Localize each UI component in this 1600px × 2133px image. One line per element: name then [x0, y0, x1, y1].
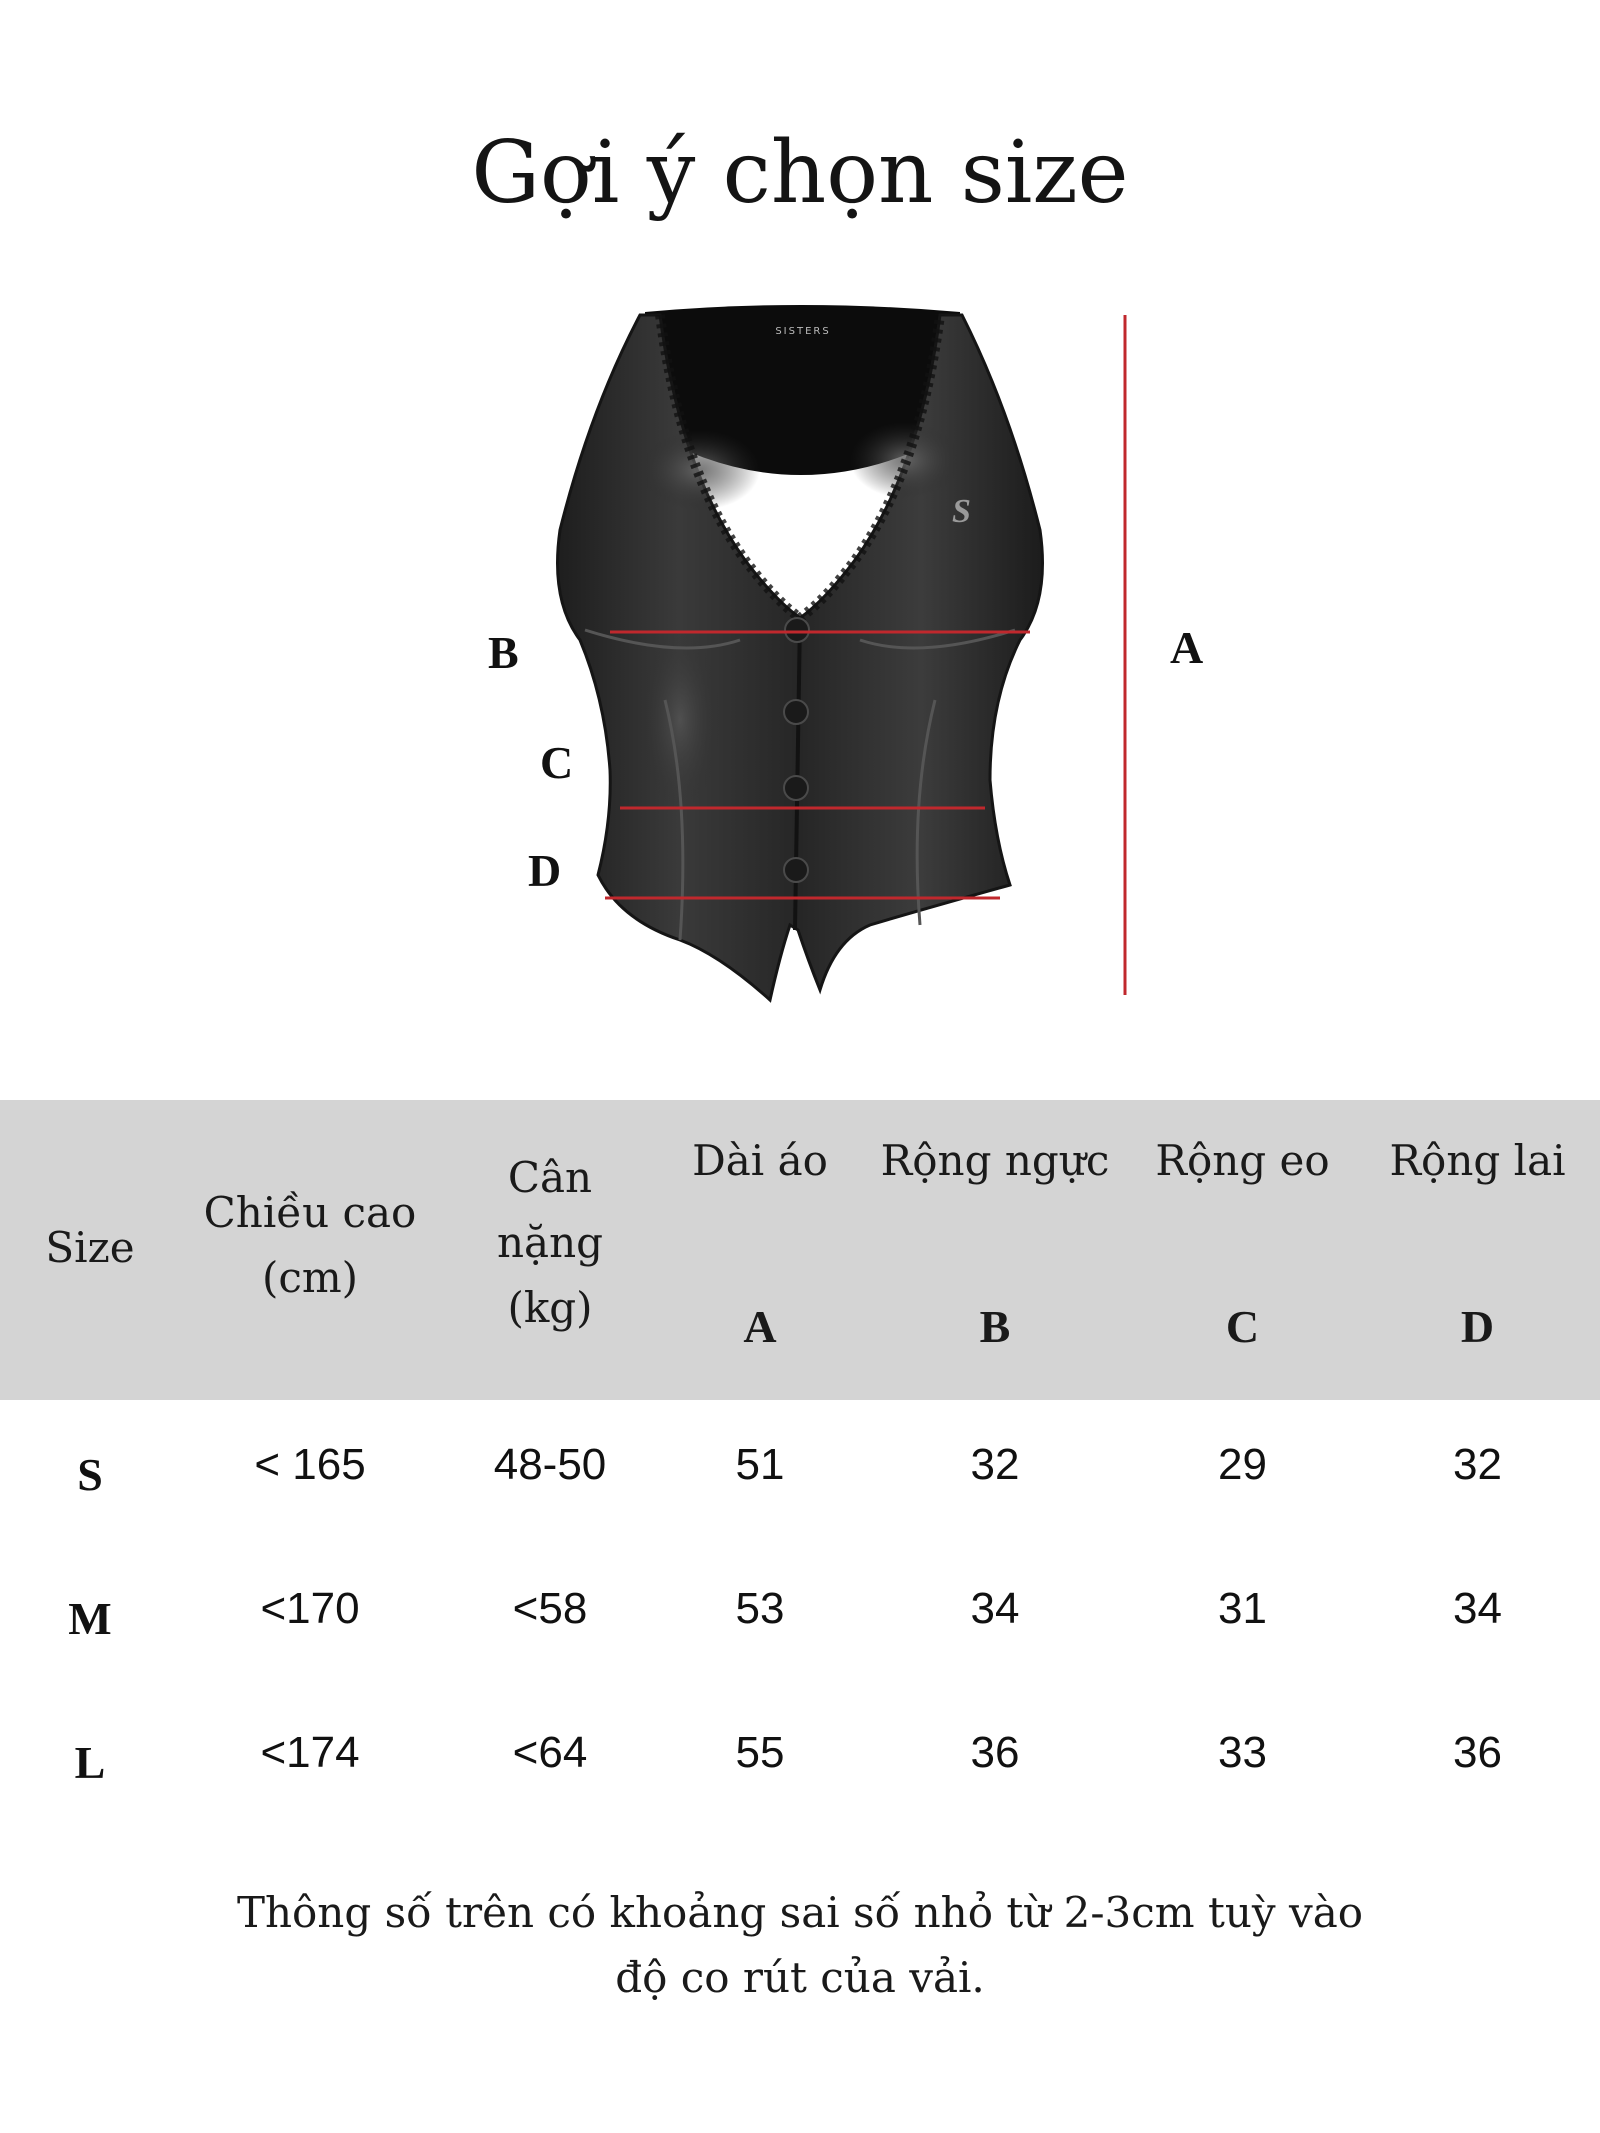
tolerance-note [200, 1880, 1400, 2010]
cell-waist: 33 [1218, 1728, 1267, 1777]
cell-chest: 32 [970, 1440, 1020, 1489]
header-length: Dài áo [692, 1136, 828, 1185]
cell-length: 51 [735, 1440, 785, 1489]
table-row [0, 1440, 1600, 1520]
cell-height: < 165 [254, 1440, 366, 1489]
cell-size: M [68, 1593, 112, 1644]
size-table-header [0, 1100, 1600, 1400]
cell-height: <174 [260, 1728, 360, 1777]
header-height-label: Chiều cao [203, 1188, 417, 1237]
cell-chest: 36 [970, 1728, 1020, 1777]
header-weight [460, 1145, 640, 1340]
garment-measurement-figure [0, 300, 1600, 1020]
cell-hem: 36 [1453, 1728, 1502, 1777]
header-waist-code: C [1225, 1301, 1260, 1352]
button-4 [784, 858, 808, 882]
header-size-label: Size [45, 1223, 135, 1272]
measure-label-b: B [488, 627, 519, 678]
header-weight-label-1: Cân [507, 1153, 593, 1202]
cell-size: L [74, 1737, 106, 1788]
cell-weight: <64 [512, 1728, 588, 1777]
vest-illustration [0, 300, 1600, 1020]
header-waist: Rộng eo [1155, 1136, 1330, 1185]
cell-hem: 34 [1453, 1584, 1502, 1633]
emblem-icon: S [952, 493, 971, 530]
measure-label-d: D [528, 845, 562, 896]
table-row [0, 1584, 1600, 1664]
header-size [20, 1215, 160, 1280]
button-3 [784, 776, 808, 800]
tolerance-note-line-2: độ co rút của vải. [615, 1953, 985, 2003]
button-2 [784, 700, 808, 724]
cell-hem: 32 [1453, 1440, 1502, 1489]
brand-label: SISTERS [775, 326, 831, 337]
cell-size: S [77, 1449, 103, 1500]
header-hem: Rộng lai [1389, 1136, 1566, 1185]
header-weight-unit: (kg) [507, 1283, 593, 1333]
header-chest: Rộng ngực [880, 1136, 1110, 1185]
cell-length: 53 [735, 1584, 785, 1633]
header-length-code: A [743, 1301, 777, 1352]
tolerance-note-line-1: Thông số trên có khoảng sai số nhỏ từ 2-3cm tuỳ vào [236, 1888, 1364, 1937]
header-height [180, 1180, 440, 1310]
cell-height: <170 [260, 1584, 360, 1633]
cell-waist: 29 [1218, 1440, 1267, 1489]
page-title: Gợi ý chọn size [471, 123, 1129, 223]
cell-weight: <58 [512, 1584, 588, 1633]
header-weight-label-2: nặng [496, 1218, 604, 1268]
button-1 [785, 618, 809, 642]
header-chest-code: B [979, 1301, 1011, 1352]
cell-chest: 34 [970, 1584, 1020, 1633]
cell-weight: 48-50 [493, 1440, 607, 1489]
header-height-unit: (cm) [261, 1253, 359, 1303]
measure-label-a: A [1170, 622, 1204, 673]
cell-length: 55 [735, 1728, 785, 1777]
measure-label-c: C [540, 737, 574, 788]
cell-waist: 31 [1218, 1584, 1267, 1633]
header-hem-code: D [1460, 1301, 1495, 1352]
table-row [0, 1728, 1600, 1808]
